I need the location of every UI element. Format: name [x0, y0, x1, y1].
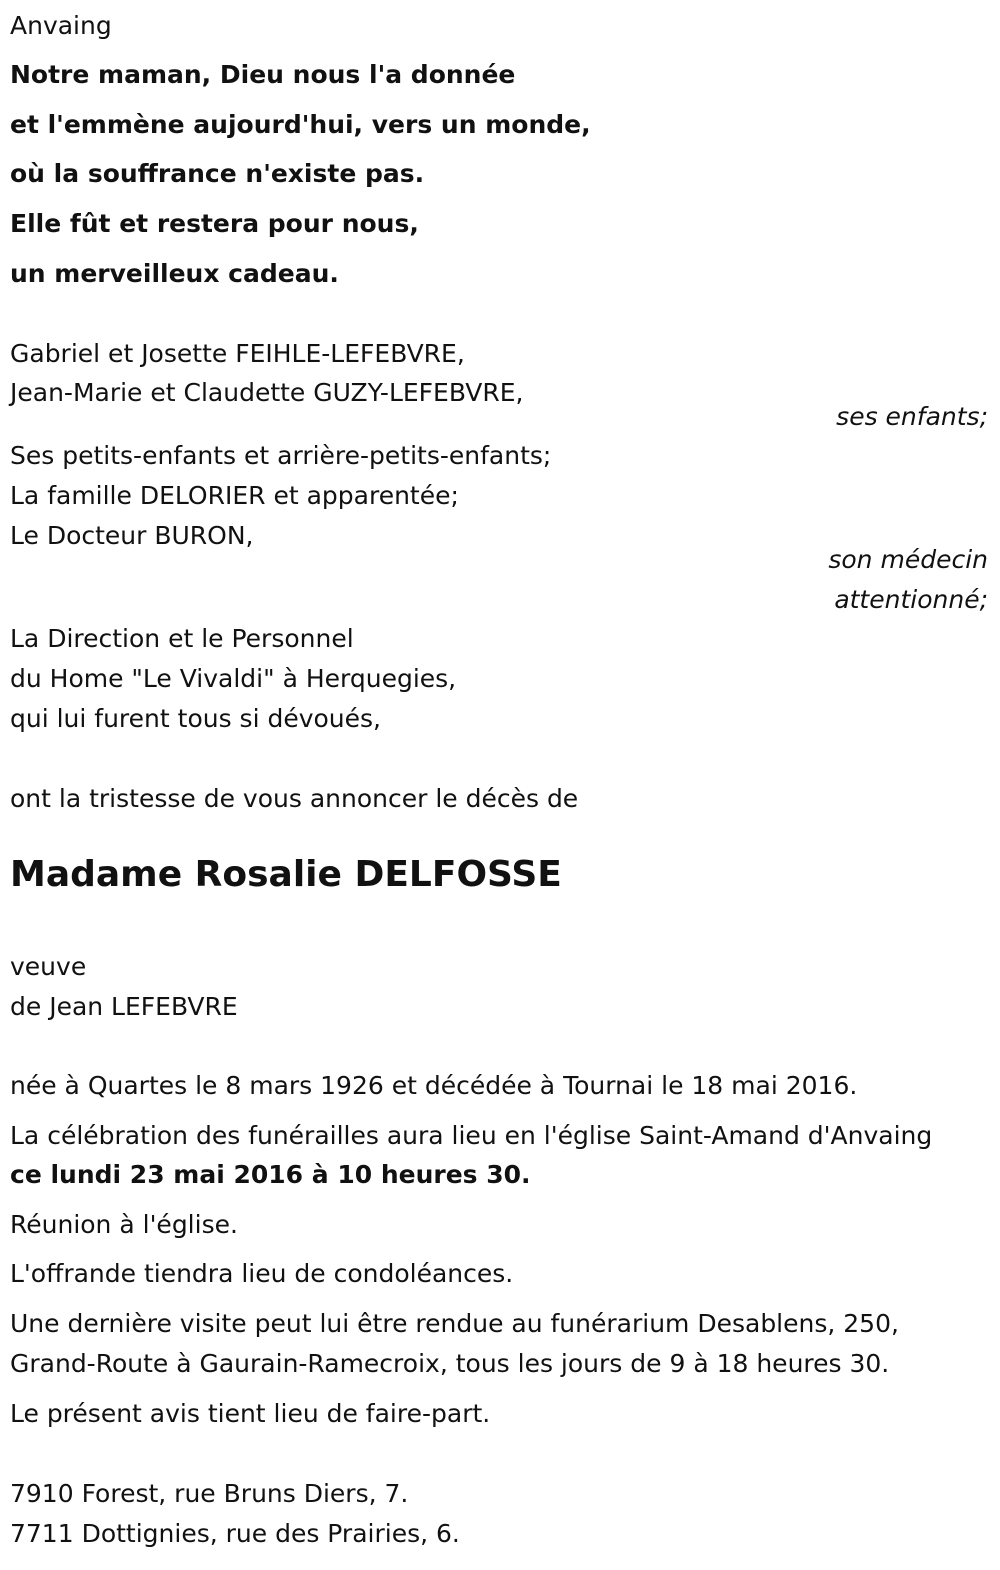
home-line-2: du Home "Le Vivaldi" à Herquegies,	[10, 664, 457, 693]
poem-line-4: Elle fût et restera pour nous,	[10, 209, 419, 238]
home-line-1: La Direction et le Personnel	[10, 624, 354, 653]
family-line-2: La famille DELORIER et apparentée;	[10, 481, 459, 510]
home-line-3: qui lui furent tous si dévoués,	[10, 704, 382, 733]
visit-line-2: Grand-Route à Gaurain-Ramecroix, tous les jours de 9 à 18 heures 30.	[10, 1349, 890, 1378]
doctor-role-line-2: attentionné;	[834, 585, 988, 614]
meeting: Réunion à l'église.	[10, 1210, 238, 1239]
child-2: Jean-Marie et Claudette GUZY-LEFEBVRE,	[10, 378, 524, 407]
visit-line-1: Une dernière visite peut lui être rendue au funérarium Desablens, 250,	[10, 1309, 899, 1338]
widow-line-2: de Jean LEFEBVRE	[10, 992, 238, 1021]
deceased-name: Madame Rosalie DELFOSSE	[10, 854, 562, 895]
family-line-1: Ses petits-enfants et arrière-petits-enfants;	[10, 441, 552, 470]
children-role: ses enfants;	[836, 402, 988, 431]
child-1: Gabriel et Josette FEIHLE-LEFEBVRE,	[10, 339, 465, 368]
doctor-role-line-1: son médecin	[828, 545, 988, 574]
poem-line-3: où la souffrance n'existe pas.	[10, 159, 425, 188]
widow-line-1: veuve	[10, 952, 87, 981]
location: Anvaing	[10, 11, 112, 40]
ceremony-date: ce lundi 23 mai 2016 à 10 heures 30.	[10, 1160, 531, 1189]
offering: L'offrande tiendra lieu de condoléances.	[10, 1259, 514, 1288]
notice: Le présent avis tient lieu de faire-part.	[10, 1399, 491, 1428]
poem-line-5: un merveilleux cadeau.	[10, 259, 339, 288]
address-1: 7910 Forest, rue Bruns Diers, 7.	[10, 1479, 409, 1508]
birth-death: née à Quartes le 8 mars 1926 et décédée à Tournai le 18 mai 2016.	[10, 1071, 858, 1100]
address-2: 7711 Dottignies, rue des Prairies, 6.	[10, 1519, 460, 1548]
poem-line-2: et l'emmène aujourd'hui, vers un monde,	[10, 110, 591, 139]
family-line-3: Le Docteur BURON,	[10, 521, 254, 550]
poem-line-1: Notre maman, Dieu nous l'a donnée	[10, 60, 516, 89]
ceremony-text: La célébration des funérailles aura lieu en l'église Saint-Amand d'Anvaing	[10, 1121, 933, 1150]
announcement: ont la tristesse de vous annoncer le décès de	[10, 784, 579, 813]
